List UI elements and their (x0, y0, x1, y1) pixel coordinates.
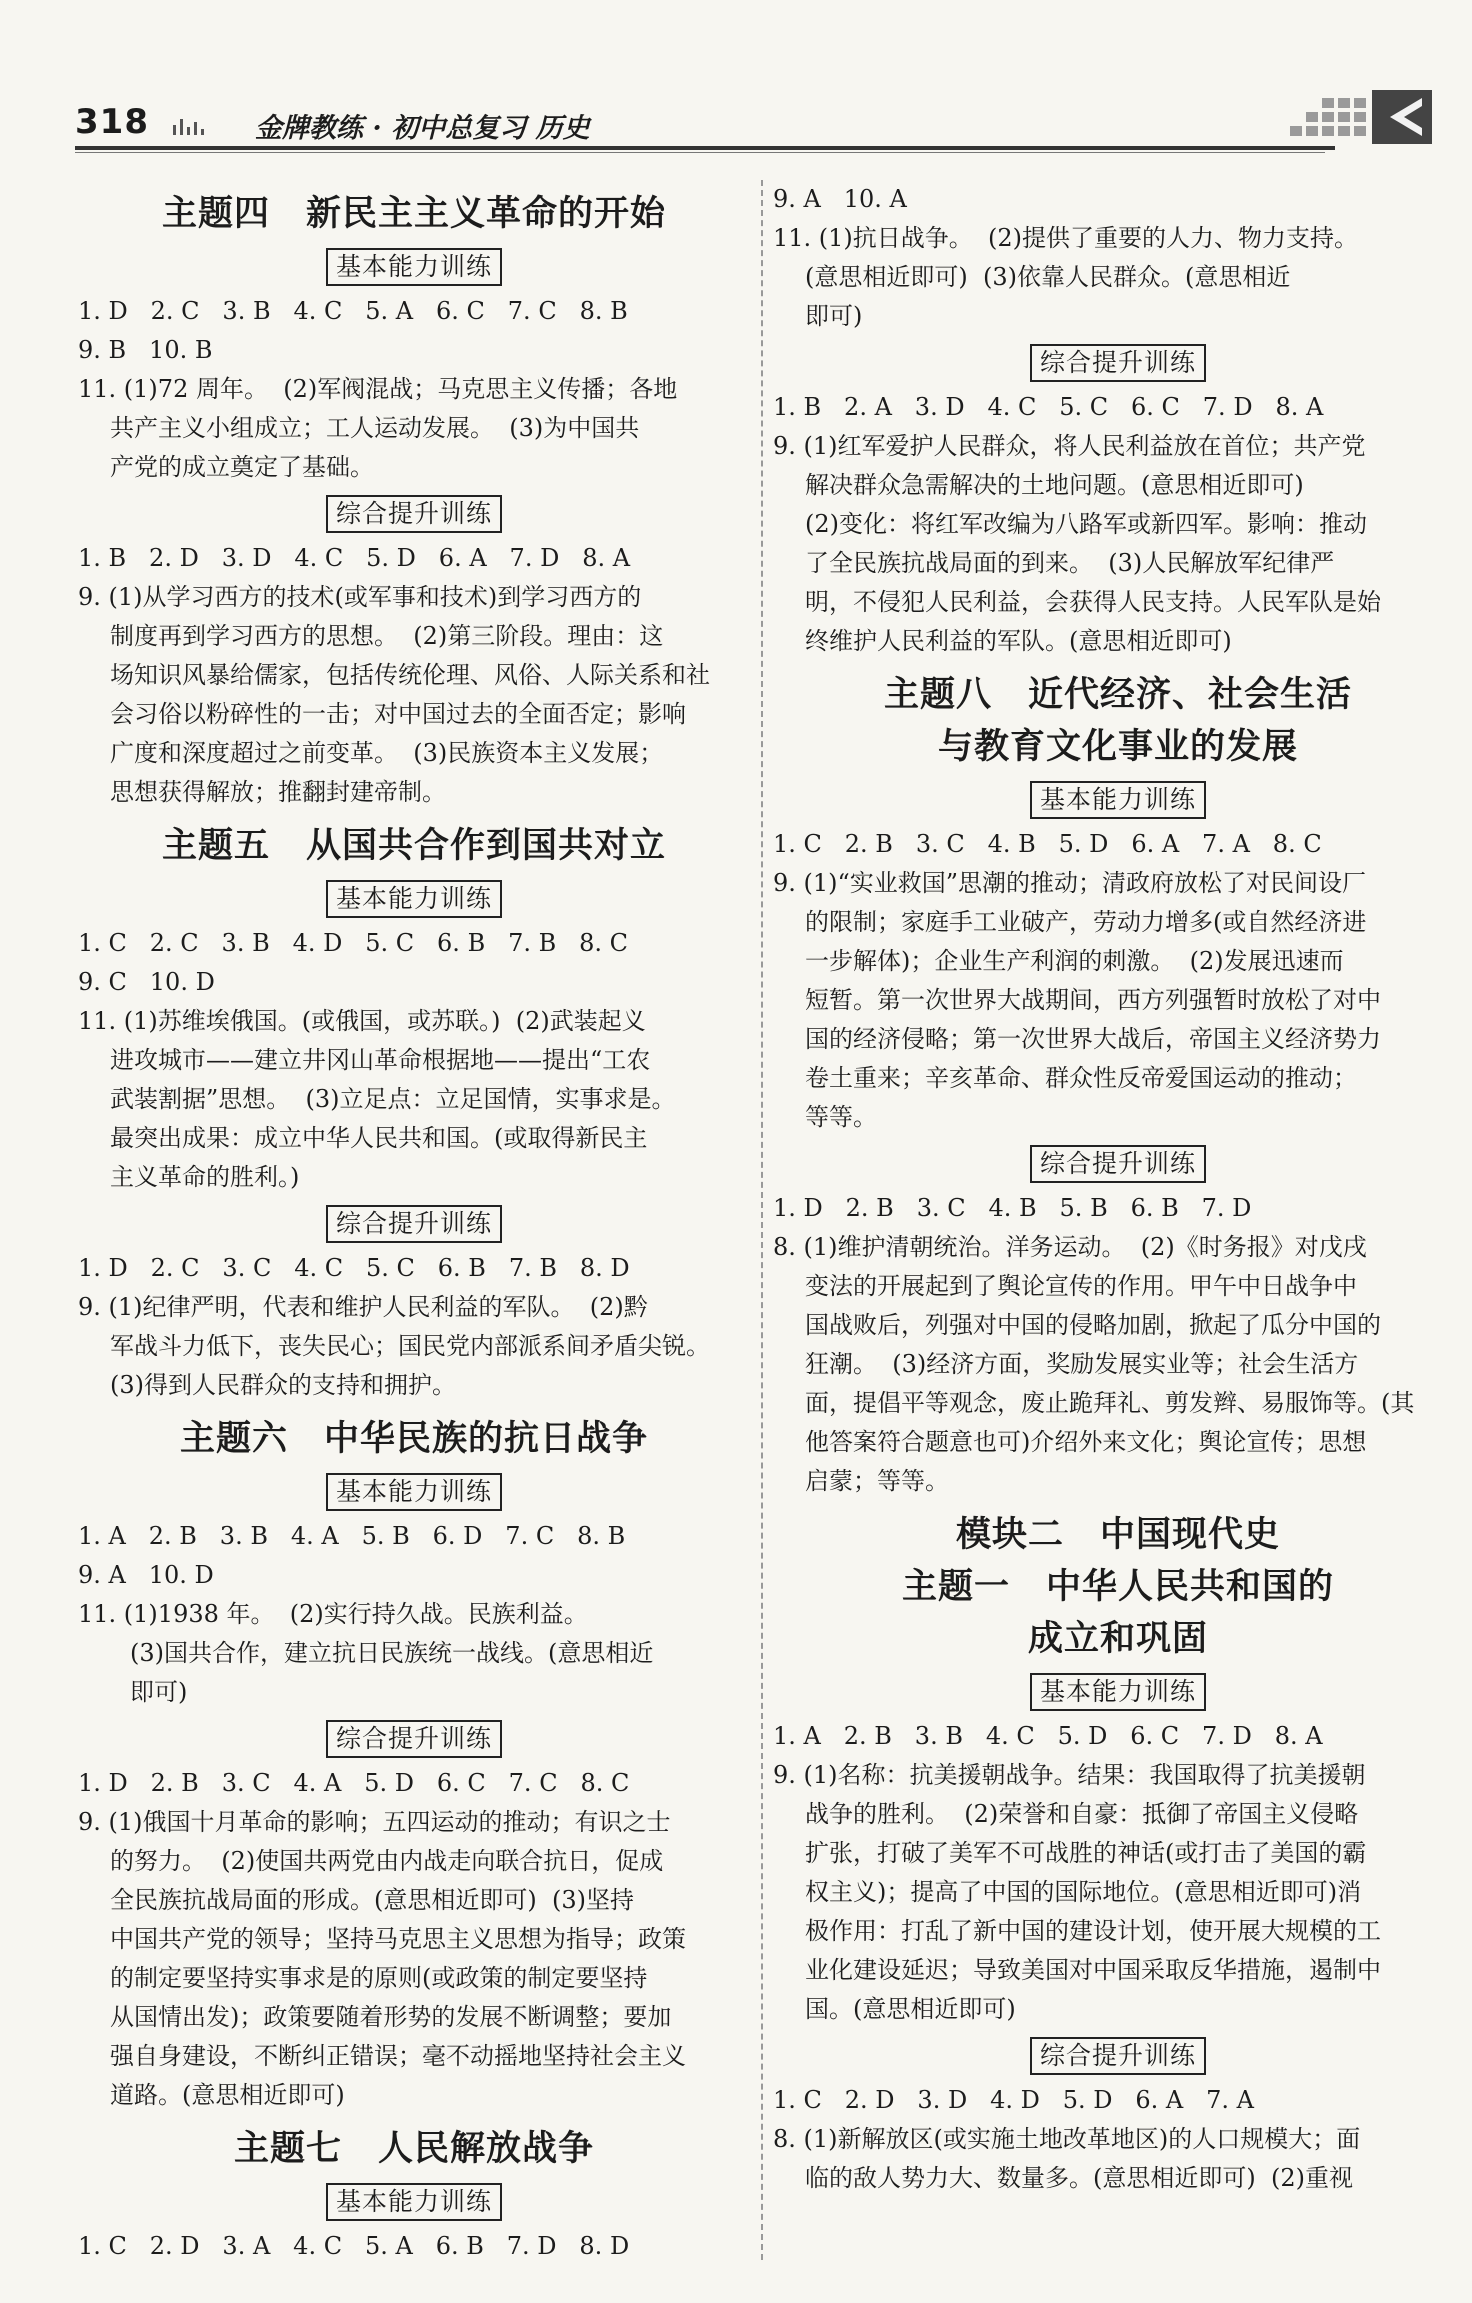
answer-line: 思想获得解放；推翻封建帝制。 (110, 778, 446, 806)
answer-line: 短暂。第一次世界大战期间，西方列强暂时放松了对中 (805, 986, 1381, 1014)
answer-line: 即可) (130, 1678, 188, 1706)
answer-line: 他答案符合题意也可)介绍外来文化；舆论宣传；思想 (805, 1428, 1367, 1456)
answer-line: 的努力。 (2)使国共两党由内战走向联合抗日，促成 (110, 1847, 664, 1875)
answer-line: 制度再到学习西方的思想。 (2)第三阶段。理由：这 (110, 622, 664, 650)
answer-line: 进攻城市——建立井冈山革命根据地——提出“工农 (110, 1046, 651, 1074)
answer-line: 共产主义小组成立；工人运动发展。 (3)为中国共 (110, 414, 640, 442)
answer-line: 的制定要坚持实事求是的原则(或政策的制定要坚持 (110, 1964, 648, 1992)
comprehensive-training-badge: 综合提升训练 (326, 495, 502, 533)
answer-line: 国。(意思相近即可) (805, 1995, 1016, 2023)
topic-8-title-line1: 主题八 近代经济、社会生活 (883, 675, 1352, 715)
grid-arrow-icon (1290, 88, 1435, 150)
comprehensive-training-badge: 综合提升训练 (326, 1720, 502, 1758)
header-rule-thin (75, 152, 1325, 153)
answer-line: 国战败后，列强对中国的侵略加剧，掀起了瓜分中国的 (805, 1311, 1381, 1339)
answer-line: 国的经济侵略；第一次世界大战后，帝国主义经济势力 (805, 1025, 1381, 1053)
comprehensive-training-badge: 综合提升训练 (1030, 344, 1206, 382)
answer-line: 场知识风暴给儒家，包括传统伦理、风俗、人际关系和社 (110, 661, 710, 689)
answer-line: 11. (1)苏维埃俄国。(或俄国，或苏联。) (2)武装起义 (78, 1007, 646, 1035)
answer-line: 8. (1)维护清朝统治。洋务运动。 (2)《时务报》对戊戌 (773, 1233, 1367, 1261)
answer-line: 从国情出发)；政策要随着形势的发展不断调整；要加 (110, 2003, 672, 2031)
answer-line: 武装割据”思想。 (3)立足点：立足国情，实事求是。 (110, 1085, 676, 1113)
answer-line: 1. C 2. D 3. A 4. C 5. A 6. B 7. D 8. D (78, 2232, 630, 2260)
comprehensive-training-badge: 综合提升训练 (1030, 2037, 1206, 2075)
module-2-topic-1-title-line2: 成立和巩固 (1027, 1619, 1208, 1659)
answer-line: 全民族抗战局面的形成。(意思相近即可) (3)坚持 (110, 1886, 634, 1914)
answer-line: 11. (1)1938 年。 (2)实行持久战。民族利益。 (78, 1600, 588, 1628)
answer-line: (3)国共合作，建立抗日民族统一战线。(意思相近 (130, 1639, 654, 1667)
header-rule (75, 146, 1335, 150)
answer-line: 业化建设延迟；导致美国对中国采取反华措施，遏制中 (805, 1956, 1381, 1984)
answer-line: 11. (1)抗日战争。 (2)提供了重要的人力、物力支持。 (773, 224, 1359, 252)
column-divider (761, 180, 763, 2260)
answer-line: 1. D 2. B 3. C 4. B 5. B 6. B 7. D (773, 1194, 1252, 1222)
answer-line: 1. D 2. B 3. C 4. A 5. D 6. C 7. C 8. C (78, 1769, 630, 1797)
answer-line: 9. (1)纪律严明，代表和维护人民利益的军队。 (2)黔 (78, 1293, 648, 1321)
answer-line: 等等。 (805, 1103, 877, 1131)
basic-training-badge: 基本能力训练 (326, 1473, 502, 1511)
answer-line: 扩张，打破了美军不可战胜的神话(或打击了美国的霸 (805, 1839, 1367, 1867)
answer-line: 1. A 2. B 3. B 4. A 5. B 6. D 7. C 8. B (78, 1522, 626, 1550)
answer-line: 卷土重来；辛亥革命、群众性反帝爱国运动的推动； (805, 1064, 1357, 1092)
answer-line: 9. (1)红军爱护人民群众，将人民利益放在首位；共产党 (773, 432, 1366, 460)
basic-training-badge: 基本能力训练 (326, 2183, 502, 2221)
answer-line: 道路。(意思相近即可) (110, 2081, 345, 2109)
answer-line: 8. (1)新解放区(或实施土地改革地区)的人口规模大；面 (773, 2125, 1361, 2153)
answer-line: 11. (1)72 周年。 (2)军阀混战；马克思主义传播；各地 (78, 375, 678, 403)
topic-5-title: 主题五 从国共合作到国共对立 (161, 826, 666, 866)
topic-7-title: 主题七 人民解放战争 (233, 2129, 594, 2169)
answer-line: 广度和深度超过之前变革。 (3)民族资本主义发展； (110, 739, 664, 767)
answer-line: (意思相近即可) (3)依靠人民群众。(意思相近 (805, 263, 1291, 291)
topic-8-title-line2: 与教育文化事业的发展 (937, 727, 1298, 767)
module-2-title: 模块二 中国现代史 (955, 1515, 1280, 1555)
answer-line: 9. (1)俄国十月革命的影响；五四运动的推动；有识之士 (78, 1808, 671, 1836)
answer-line: 9. A 10. D (78, 1561, 214, 1589)
basic-training-badge: 基本能力训练 (1030, 1673, 1206, 1711)
answer-line: 会习俗以粉碎性的一击；对中国过去的全面否定；影响 (110, 700, 686, 728)
answer-line: 9. B 10. B (78, 336, 213, 364)
page-number: 318 (75, 102, 149, 142)
answer-line: 极作用：打乱了新中国的建设计划，使开展大规模的工 (805, 1917, 1381, 1945)
answer-line: 1. C 2. B 3. C 4. B 5. D 6. A 7. A 8. C (773, 830, 1322, 858)
answer-line: 中国共产党的领导；坚持马克思主义思想为指导；政策 (110, 1925, 686, 1953)
comprehensive-training-badge: 综合提升训练 (1030, 1145, 1206, 1183)
answer-line: 产党的成立奠定了基础。 (110, 453, 374, 481)
page-header (75, 88, 1435, 158)
topic-6-title: 主题六 中华民族的抗日战争 (179, 1419, 648, 1459)
answer-line: 1. C 2. C 3. B 4. D 5. C 6. B 7. B 8. C (78, 929, 629, 957)
basic-training-badge: 基本能力训练 (1030, 781, 1206, 819)
answer-line: 一步解体)；企业生产利润的刺激。 (2)发展迅速而 (805, 947, 1344, 975)
answer-line: 9. (1)“实业救国”思潮的推动；清政府放松了对民间设厂 (773, 869, 1367, 897)
answer-line: 9. (1)从学习西方的技术(或军事和技术)到学习西方的 (78, 583, 642, 611)
answer-line: 1. D 2. C 3. B 4. C 5. A 6. C 7. C 8. B (78, 297, 628, 325)
answer-line: 1. D 2. C 3. C 4. C 5. C 6. B 7. B 8. D (78, 1254, 630, 1282)
answer-line: 1. C 2. D 3. D 4. D 5. D 6. A 7. A (773, 2086, 1255, 2114)
answer-line: 9. A 10. A (773, 185, 907, 213)
answer-line: (3)得到人民群众的支持和拥护。 (110, 1371, 456, 1399)
answer-line: 明，不侵犯人民利益，会获得人民支持。人民军队是始 (805, 588, 1381, 616)
answer-line: 最突出成果：成立中华人民共和国。(或取得新民主 (110, 1124, 648, 1152)
answer-line: 变法的开展起到了舆论宣传的作用。甲午中日战争中 (805, 1272, 1357, 1300)
answer-line: 即可) (805, 302, 863, 330)
answer-line: 了全民族抗战局面的到来。 (3)人民解放军纪律严 (805, 549, 1335, 577)
topic-4-title: 主题四 新民主主义革命的开始 (161, 194, 666, 234)
basic-training-badge: 基本能力训练 (326, 248, 502, 286)
comprehensive-training-badge: 综合提升训练 (326, 1205, 502, 1243)
answer-line: 战争的胜利。 (2)荣誉和自豪：抵御了帝国主义侵略 (805, 1800, 1359, 1828)
answer-line: 1. B 2. A 3. D 4. C 5. C 6. C 7. D 8. A (773, 393, 1324, 421)
answer-line: 强自身建设，不断纠正错误；毫不动摇地坚持社会主义 (110, 2042, 686, 2070)
header-bars-decoration (173, 116, 208, 135)
answer-line: (2)变化：将红军改编为八路军或新四军。影响：推动 (805, 510, 1367, 538)
left-column (78, 180, 750, 2266)
module-2-topic-1-title-line1: 主题一 中华人民共和国的 (901, 1567, 1334, 1607)
answer-line: 临的敌人势力大、数量多。(意思相近即可) (2)重视 (805, 2164, 1353, 2192)
right-column (773, 180, 1463, 2198)
answer-line: 9. (1)名称：抗美援朝战争。结果：我国取得了抗美援朝 (773, 1761, 1366, 1789)
answer-line: 解决群众急需解决的土地问题。(意思相近即可) (805, 471, 1304, 499)
answer-line: 狂潮。 (3)经济方面，奖励发展实业等；社会生活方 (805, 1350, 1359, 1378)
answer-line: 权主义)；提高了中国的国际地位。(意思相近即可)消 (805, 1878, 1362, 1906)
answer-line: 的限制；家庭手工业破产，劳动力增多(或自然经济进 (805, 908, 1367, 936)
answer-line: 主义革命的胜利。) (110, 1163, 300, 1191)
answer-line: 启蒙；等等。 (805, 1467, 949, 1495)
answer-line: 9. C 10. D (78, 968, 215, 996)
answer-line: 面，提倡平等观念，废止跪拜礼、剪发辫、易服饰等。(其 (805, 1389, 1415, 1417)
answer-line: 1. A 2. B 3. B 4. C 5. D 6. C 7. D 8. A (773, 1722, 1323, 1750)
basic-training-badge: 基本能力训练 (326, 880, 502, 918)
answer-line: 终维护人民利益的军队。(意思相近即可) (805, 627, 1232, 655)
book-title: 金牌教练 · 初中总复习 历史 (255, 113, 590, 144)
answer-line: 军战斗力低下，丧失民心；国民党内部派系间矛盾尖锐。 (110, 1332, 710, 1360)
answer-line: 1. B 2. D 3. D 4. C 5. D 6. A 7. D 8. A (78, 544, 631, 572)
